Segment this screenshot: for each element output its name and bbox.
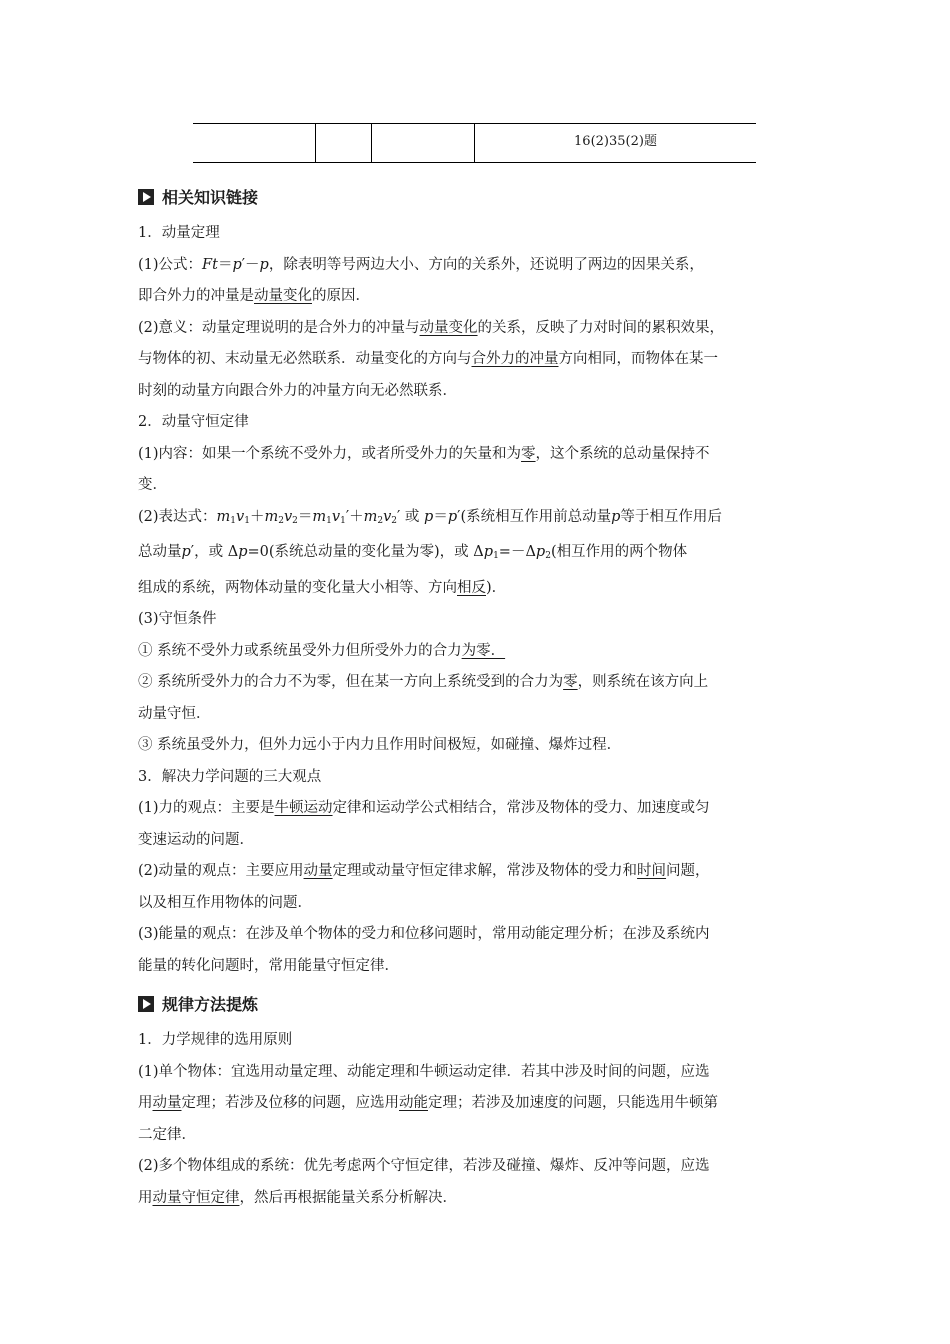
section-heading-knowledge <box>138 185 258 208</box>
paragraph: (1)力的观点：主要是牛顿运动定律和运动学公式相结合，常涉及物体的受力、加速度或匀 <box>138 800 710 816</box>
paragraph: (2)意义：动量定理说明的是合外力的冲量与动量变化的关系，反映了力对时间的累积效果， <box>138 319 725 336</box>
heading-momentum-theorem: 1．动量定理 <box>138 225 220 241</box>
play-triangle-icon <box>138 189 154 205</box>
table-cell: 16(2)35(2)题 <box>475 124 757 163</box>
paragraph: 变速运动的问题． <box>138 831 254 848</box>
table-cell <box>316 124 372 163</box>
section-heading-methods <box>138 992 258 1015</box>
section-title: 规律方法提炼 <box>162 995 259 1014</box>
heading-selection-principle: 1．力学规律的选用原则 <box>138 1032 293 1048</box>
paragraph: 用动量守恒定律，然后再根据能量关系分析解决． <box>138 1189 457 1206</box>
paragraph: 用动量定理；若涉及位移的问题，应选用动能定理；若涉及加速度的问题，只能选用牛顿第 <box>138 1095 718 1111</box>
methods-content <box>138 1025 814 1214</box>
paragraph: 组成的系统，两物体动量的变化量大小相等、方向相反)． <box>138 579 507 596</box>
paragraph: 以及相互作用物体的问题． <box>138 894 312 911</box>
paragraph: (2)多个物体组成的系统：优先考虑两个守恒定律，若涉及碰撞、爆炸、反冲等问题，应选 <box>138 1158 710 1174</box>
heading-conservation-law: 2．动量守恒定律 <box>138 414 249 430</box>
paragraph: (3)能量的观点：在涉及单个物体的受力和位移问题时，常用动能定理分析；在涉及系统内 <box>138 926 710 942</box>
table-cell <box>193 124 316 163</box>
paragraph: (2)动量的观点：主要应用动量定理或动量守恒定律求解，常涉及物体的受力和时间问题， <box>138 863 710 879</box>
play-triangle-icon <box>138 996 154 1012</box>
paragraph: 变． <box>138 477 167 493</box>
formula-line: (2)表达式：$m_1v_1+m_2v_2=m_1v_1'+m_2v_2'$ 或 p＝p′(系统相互作用前总动量p等于相互作用后 <box>138 508 722 526</box>
section-title: 相关知识链接 <box>162 188 259 207</box>
paragraph: 二定律． <box>138 1126 196 1143</box>
paragraph: (1)公式：Ft＝p′－p，除表明等号两边大小、方向的关系外，还说明了两边的因果关系， <box>138 256 704 273</box>
paragraph: ① 系统不受外力或系统虽受外力但所受外力的合力为零． <box>138 642 506 659</box>
heading-three-viewpoints: 3．解决力学问题的三大观点 <box>138 768 322 785</box>
table-row <box>193 124 756 163</box>
formula-line: 总动量p′，或 Δp=0(系统总动量的变化量为零)，或 $\Delta p_1=-\Delta p_2$(相互作用的两个物体 <box>138 544 688 561</box>
paragraph: ③ 系统虽受外力，但外力远小于内力且作用时间极短，如碰撞、爆炸过程． <box>138 737 622 753</box>
paragraph: (1)单个物体：宜选用动量定理、动能定理和牛顿运动定律．若其中涉及时间的问题，应选 <box>138 1063 710 1080</box>
paragraph: (1)内容：如果一个系统不受外力，或者所受外力的矢量和为零，这个系统的总动量保持不 <box>138 445 710 462</box>
table-cell <box>372 124 475 163</box>
knowledge-content <box>138 218 814 982</box>
paragraph: 与物体的初、末动量无必然联系．动量变化的方向与合外力的冲量方向相同，而物体在某一 <box>138 351 718 367</box>
paragraph: (3)守恒条件 <box>138 611 217 627</box>
paragraph: 能量的转化问题时，常用能量守恒定律． <box>138 957 399 974</box>
paragraph: 动量守恒． <box>138 705 211 722</box>
paragraph: 时刻的动量方向跟合外力的冲量方向无必然联系． <box>138 382 457 399</box>
paragraph: ② 系统所受外力的合力不为零，但在某一方向上系统受到的合力为零，则系统在该方向上 <box>138 674 709 690</box>
paragraph: 即合外力的冲量是动量变化的原因． <box>138 288 370 304</box>
exam-reference-table <box>193 123 756 163</box>
